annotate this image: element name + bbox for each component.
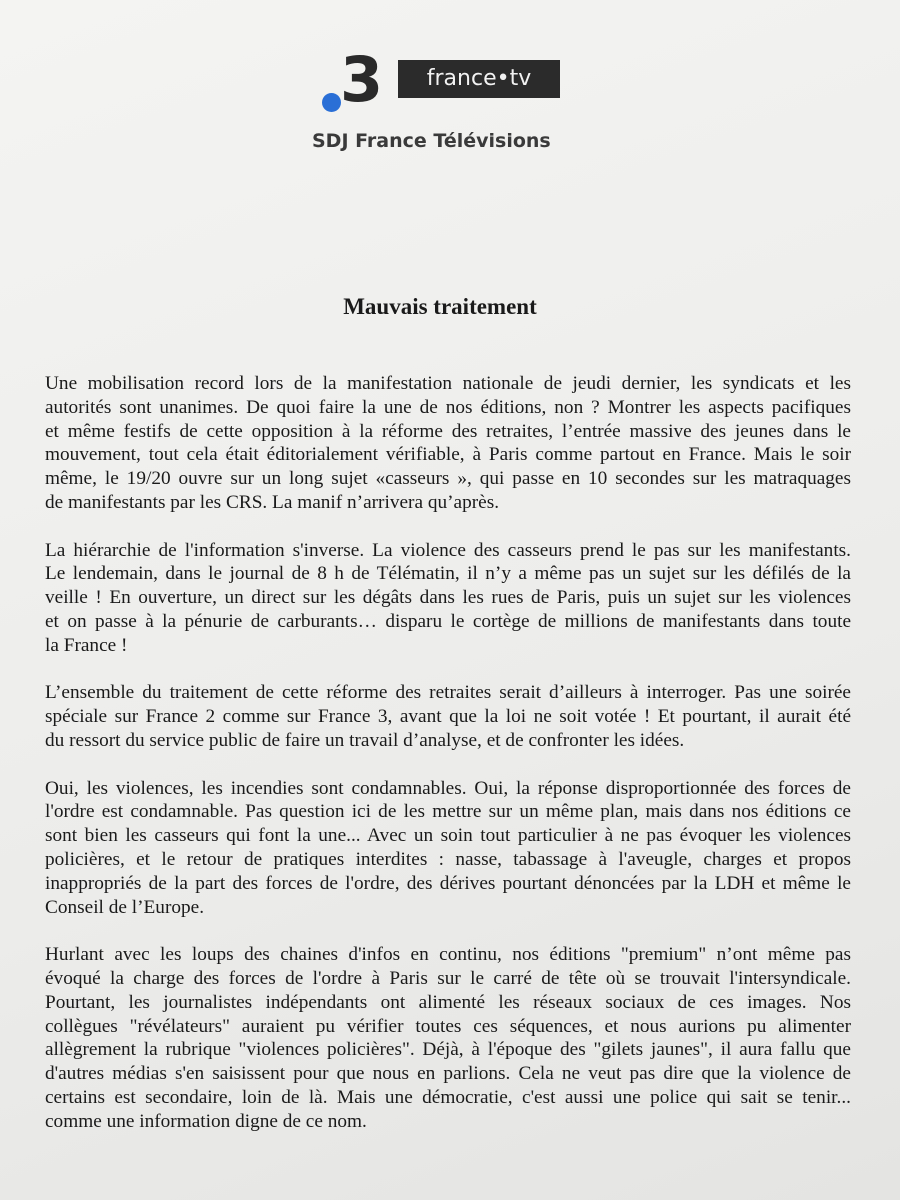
document-title: Mauvais traitement xyxy=(343,294,537,319)
text-line: certains est secondaire, loin de là. Mais une démocratie, c'est aussi une police qui sait se tenir... xyxy=(45,1086,851,1108)
text-line: comme une information digne de ce nom. xyxy=(45,1110,367,1132)
text-line: de manifestants par les CRS. La manif n’arrivera qu’après. xyxy=(45,491,500,513)
text-line: La hiérarchie de l'information s'inverse. La violence des casseurs prend le pas sur les manifestants. xyxy=(45,539,851,561)
text-line: et même festifs de cette opposition à la réforme des retraites, l’entrée massive des jeunes dans le xyxy=(45,420,851,442)
text-line: spéciale sur France 2 comme sur France 3, avant que la loi ne soit votée ! Et pourtant, il aurait été xyxy=(45,706,851,728)
organization-name: SDJ France Télévisions xyxy=(312,130,551,152)
text-line: évoqué la charge des forces de l'ordre à Paris sur le carré de tête où se trouvait l'intersyndicale. xyxy=(45,967,851,989)
text-line: autorités sont unanimes. De quoi faire la une de nos éditions, non ? Montrer les aspects pacifiques xyxy=(45,396,851,418)
document-body xyxy=(45,372,851,1157)
brand-dot-icon xyxy=(322,93,341,112)
text-line: d'autres médias s'en saisissent pour que nous en parlions. Cela ne veut pas dire que la violence de xyxy=(45,1063,851,1085)
text-line: veille ! En ouverture, un direct sur les dégâts dans les rues de Paris, puis un sujet sur les violences xyxy=(45,587,851,609)
text-line: inappropriés de la part des forces de l'ordre, des dérives pourtant dénoncées par la LDH et même le xyxy=(45,872,851,894)
paragraph xyxy=(45,681,851,752)
text-line: Hurlant avec les loups des chaines d'infos en continu, nos éditions "premium" n’ont même pas xyxy=(45,944,851,966)
paragraph xyxy=(45,372,851,515)
text-line: collègues "révélateurs" auraient pu vérifier toutes ces séquences, et nous aurions pu alimenter xyxy=(45,1015,851,1037)
text-line: et on passe à la pénurie de carburants… disparu le cortège de millions de manifestants dans toute xyxy=(45,610,851,632)
francetv-wordmark: france•tv xyxy=(398,60,560,98)
text-line: policières, et le retour de pratiques interdites : nasse, tabassage à l'aveugle, charges et propos xyxy=(45,848,851,870)
text-line: Une mobilisation record lors de la manifestation nationale de jeudi dernier, les syndicats et les xyxy=(45,373,851,394)
text-line: Pourtant, les journalistes indépendants ont alimenté les réseaux sociaux de ces images. Nos xyxy=(45,991,851,1013)
text-line: L’ensemble du traitement de cette réforme des retraites serait d’ailleurs à interroger. Pas une soirée xyxy=(45,682,851,704)
text-line: sont bien les casseurs qui font la une... Avec un soin tout particulier à ne pas évoquer les violences xyxy=(45,825,851,847)
text-line: l'ordre est condamnable. Pas question ici de les mettre sur un même plan, mais dans nos éditions ce xyxy=(45,801,851,823)
text-line: Conseil de l’Europe. xyxy=(45,896,205,918)
paragraph xyxy=(45,777,851,920)
logo-number: 3 xyxy=(340,43,384,116)
text-line: même, le 19/20 ouvre sur un long sujet «casseurs », qui passe en 10 secondes sur les matraquages xyxy=(45,468,851,490)
text-line: Oui, les violences, les incendies sont condamnables. Oui, la réponse disproportionnée des forces de xyxy=(45,777,851,799)
text-line: allègrement la rubrique "violences policières". Déjà, à l'époque des "gilets jaunes", il aura fallu que xyxy=(45,1039,851,1061)
paragraph xyxy=(45,943,851,1133)
text-line: mouvement, tout cela était éditorialement vérifiable, à Paris comme partout en France. Mais le soir xyxy=(45,444,851,466)
paragraph xyxy=(45,539,851,658)
text-line: Le lendemain, dans le journal de 8 h de Télématin, il n’y a même pas un sujet sur les défilés de la xyxy=(45,563,851,585)
text-line: du ressort du service public de faire un travail d’analyse, et de confronter les idées. xyxy=(45,729,685,751)
text-line: la France ! xyxy=(45,634,128,656)
france3-logo xyxy=(310,43,580,155)
